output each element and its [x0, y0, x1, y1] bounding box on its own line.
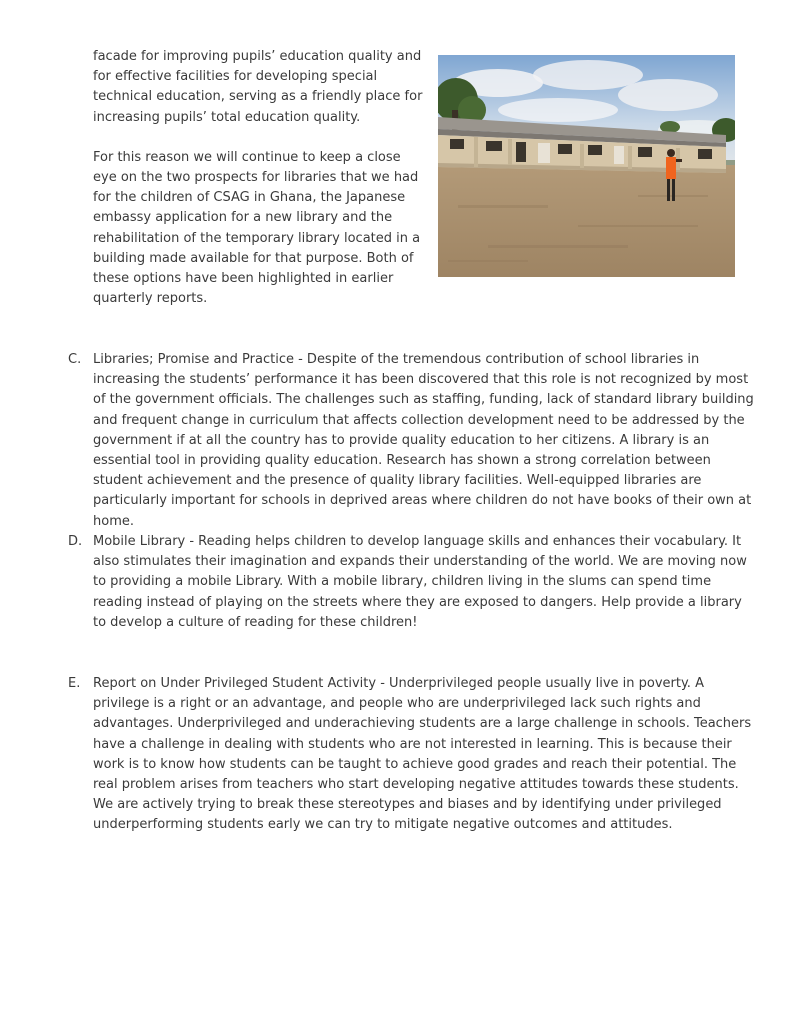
section-e-text: Report on Under Privileged Student Activity - Underprivileged people usually live in poverty. A privilege is a right or an advantage, and people who are underprivileged lack such rights and advantages. Underprivileged and underachieving students are a large challenge in schools. Teachers have a challenge in dealing with students who are not interested in learning. This is because their work is to know how students can be taught to achieve good grades and reach their potential. The real problem arises from teachers who start developing negative attitudes towards these students. We are actively trying to break these stereotypes and biases and by identifying under privileged underperforming students early we can try to mitigate negative outcomes and attitudes. [93, 676, 752, 833]
intro-paragraph-2: For this reason we will continue to keep a close eye on the two prospects for libraries that we had for the children of CSAG in Ghana, the Japanese embassy application for a new library and the rehabilitation of the temporary library located in a building made available for that purpose. Both of these options have been highlighted in earlier quarterly reports. [93, 149, 421, 307]
section-e-letter: E. [68, 676, 81, 691]
intro-paragraph-1: facade for improving pupils’ education quality and for effective facilities for developing special technical education, serving as a friendly place for increasing pupils’ total education quality. [93, 49, 423, 125]
intro-text-block [93, 47, 423, 309]
section-d [68, 532, 758, 633]
section-d-letter: D. [68, 534, 83, 549]
section-c-text: Libraries; Promise and Practice - Despite of the tremendous contribution of school libraries in increasing the students’ performance it has been discovered that this role is not recognized by most of the government officials. The challenges such as staffing, funding, lack of standard library building and frequent change in curriculum that affects collection development need to be addressed by the government if at all the country has to provide quality education to her citizens. A library is an essential tool in providing quality education. Research has shown a strong correlation between student achievement and the presence of quality library facilities. Well-equipped libraries are particularly important for schools in deprived areas where children do not have books of their own at home. [93, 352, 754, 529]
section-d-text: Mobile Library - Reading helps children to develop language skills and enhances their vocabulary. It also stimulates their imagination and expands their understanding of the world. We are moving now to providing a mobile Library. With a mobile library, children living in the slums can spend time reading instead of playing on the streets where they are exposed to dangers. Help provide a library to develop a culture of reading for these children! [93, 534, 747, 630]
school-building-photo [438, 55, 735, 277]
section-c [68, 350, 758, 532]
section-c-letter: C. [68, 352, 82, 367]
section-e [68, 674, 758, 836]
